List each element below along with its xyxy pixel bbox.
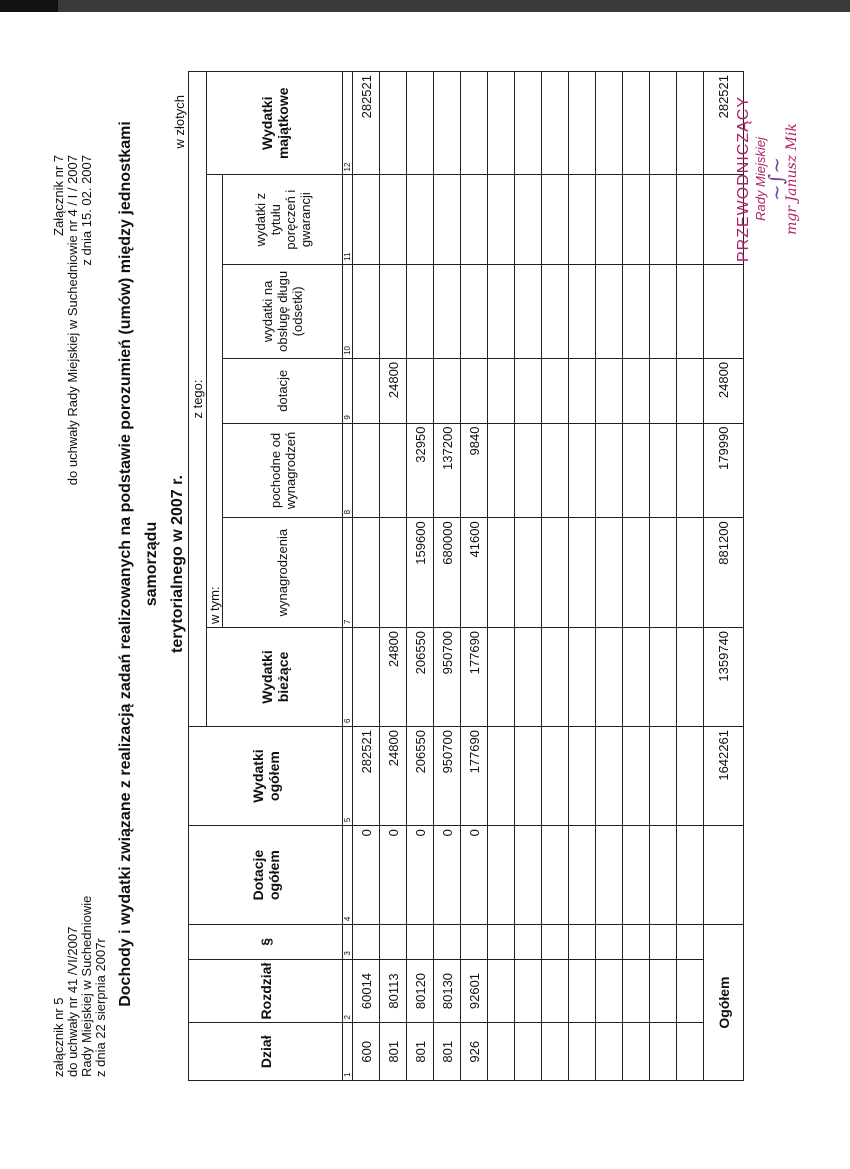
table-cell bbox=[677, 959, 704, 1023]
table-cell bbox=[677, 925, 704, 960]
header-dotacje: dotacje bbox=[223, 358, 343, 423]
table-cell: 801 bbox=[380, 1023, 407, 1081]
total-cell bbox=[704, 826, 744, 925]
budget-table bbox=[188, 71, 744, 1081]
table-cell bbox=[461, 358, 488, 423]
table-cell bbox=[461, 264, 488, 358]
table-cell bbox=[677, 72, 704, 175]
table-cell bbox=[623, 826, 650, 925]
table-cell: 32950 bbox=[407, 423, 434, 518]
header-pochodne: pochodne od wynagrodzeń bbox=[223, 423, 343, 518]
table-cell bbox=[488, 959, 515, 1023]
table-cell bbox=[353, 627, 380, 726]
table-cell bbox=[596, 826, 623, 925]
chairman-stamp bbox=[735, 69, 800, 289]
table-cell bbox=[650, 423, 677, 518]
table-cell: 24800 bbox=[380, 727, 407, 826]
table-cell bbox=[515, 423, 542, 518]
table-row bbox=[353, 72, 380, 1081]
table-cell bbox=[596, 423, 623, 518]
table-cell bbox=[353, 518, 380, 628]
table-cell: 680000 bbox=[434, 518, 461, 628]
total-cell: 24800 bbox=[704, 358, 744, 423]
table-cell: 80120 bbox=[407, 959, 434, 1023]
table-cell bbox=[569, 423, 596, 518]
header-wynagrodzenia: wynagrodzenia bbox=[223, 518, 343, 628]
table-cell bbox=[488, 1023, 515, 1081]
table-cell bbox=[407, 358, 434, 423]
table-cell: 206550 bbox=[407, 627, 434, 726]
table-cell bbox=[542, 925, 569, 960]
table-cell bbox=[353, 264, 380, 358]
table-cell: 600 bbox=[353, 1023, 380, 1081]
table-cell bbox=[623, 727, 650, 826]
table-cell bbox=[353, 925, 380, 960]
table-cell: 206550 bbox=[407, 727, 434, 826]
table-cell bbox=[623, 1023, 650, 1081]
table-cell: 801 bbox=[407, 1023, 434, 1081]
table-cell bbox=[515, 72, 542, 175]
table-cell bbox=[407, 264, 434, 358]
table-cell bbox=[596, 518, 623, 628]
table-cell bbox=[650, 959, 677, 1023]
col-number: 3 bbox=[343, 925, 353, 960]
table-cell bbox=[623, 72, 650, 175]
table-cell bbox=[596, 358, 623, 423]
table-cell: 177690 bbox=[461, 727, 488, 826]
table-cell bbox=[488, 175, 515, 264]
header-right bbox=[52, 155, 94, 485]
header-paragraf: § bbox=[189, 925, 343, 960]
table-cell bbox=[677, 727, 704, 826]
col-number: 12 bbox=[343, 72, 353, 175]
header-wydatki-majatkowe: Wydatki majątkowe bbox=[207, 72, 343, 175]
table-cell bbox=[542, 72, 569, 175]
col-number: 8 bbox=[343, 423, 353, 518]
table-cell bbox=[569, 959, 596, 1023]
table-cell: 177690 bbox=[461, 627, 488, 726]
table-row bbox=[542, 72, 569, 1081]
col-number: 11 bbox=[343, 175, 353, 264]
header-left-line4: z dnia 22 sierpnia 2007r bbox=[93, 938, 108, 1077]
col-number: 6 bbox=[343, 627, 353, 726]
total-cell: 881200 bbox=[704, 518, 744, 628]
table-cell bbox=[461, 925, 488, 960]
total-cell: 282521 bbox=[704, 72, 744, 175]
table-cell: 926 bbox=[461, 1023, 488, 1081]
table-cell bbox=[542, 175, 569, 264]
header-right-line2: do uchwały Rady Miejskiej w Suchedniowie nr 4 / I / 2007 bbox=[65, 155, 80, 486]
signature-mark: ~∫~ bbox=[764, 157, 788, 201]
table-cell bbox=[515, 1023, 542, 1081]
header-rozdzial: Rozdział bbox=[189, 959, 343, 1023]
table-cell bbox=[434, 264, 461, 358]
table-cell: 950700 bbox=[434, 627, 461, 726]
header-w-tym: w tym: bbox=[207, 175, 223, 627]
table-cell bbox=[407, 175, 434, 264]
table-cell bbox=[650, 627, 677, 726]
table-row bbox=[569, 72, 596, 1081]
table-cell bbox=[650, 72, 677, 175]
table-cell bbox=[623, 959, 650, 1023]
table-row bbox=[623, 72, 650, 1081]
table-cell: 80130 bbox=[434, 959, 461, 1023]
table-cell bbox=[488, 264, 515, 358]
table-cell bbox=[434, 175, 461, 264]
table-cell bbox=[623, 175, 650, 264]
table-cell bbox=[353, 175, 380, 264]
table-cell bbox=[488, 627, 515, 726]
table-cell bbox=[542, 358, 569, 423]
table-cell: 0 bbox=[380, 826, 407, 925]
table-cell bbox=[434, 925, 461, 960]
title-line2: terytorialnego w 2007 r. bbox=[169, 475, 186, 653]
table-cell bbox=[623, 358, 650, 423]
table-cell: 41600 bbox=[461, 518, 488, 628]
total-label: Ogółem bbox=[704, 925, 744, 1081]
table-row bbox=[677, 72, 704, 1081]
table-cell bbox=[623, 925, 650, 960]
table-cell bbox=[380, 72, 407, 175]
table-cell bbox=[542, 727, 569, 826]
stamp-line2: Rady Miejskiej bbox=[753, 137, 768, 221]
header-left-line1: załącznik nr 5 bbox=[51, 997, 66, 1077]
table-cell bbox=[380, 925, 407, 960]
table-cell: 801 bbox=[434, 1023, 461, 1081]
table-cell: 0 bbox=[434, 826, 461, 925]
table-cell bbox=[515, 826, 542, 925]
table-cell: 9840 bbox=[461, 423, 488, 518]
table-cell: 159600 bbox=[407, 518, 434, 628]
table-cell bbox=[569, 925, 596, 960]
table-cell: 282521 bbox=[353, 72, 380, 175]
table-cell bbox=[596, 925, 623, 960]
table-cell bbox=[569, 72, 596, 175]
table-cell bbox=[596, 72, 623, 175]
table-cell bbox=[650, 175, 677, 264]
table-cell bbox=[488, 358, 515, 423]
table-cell bbox=[650, 518, 677, 628]
total-cell: 1642261 bbox=[704, 727, 744, 826]
table-cell bbox=[380, 264, 407, 358]
table-cell bbox=[515, 518, 542, 628]
table-cell bbox=[650, 1023, 677, 1081]
table-cell bbox=[569, 358, 596, 423]
header-left-line2: do uchwały nr 41 /VI/2007 bbox=[65, 926, 80, 1077]
table-cell bbox=[542, 627, 569, 726]
table-cell bbox=[677, 627, 704, 726]
column-number-row bbox=[343, 72, 353, 1081]
table-cell bbox=[434, 358, 461, 423]
table-cell bbox=[650, 925, 677, 960]
table-cell bbox=[569, 727, 596, 826]
table-row bbox=[596, 72, 623, 1081]
table-cell bbox=[569, 627, 596, 726]
table-cell bbox=[623, 518, 650, 628]
table-cell bbox=[542, 1023, 569, 1081]
table-cell bbox=[461, 175, 488, 264]
table-row bbox=[461, 72, 488, 1081]
table-cell bbox=[488, 518, 515, 628]
header-wydatki-ogolem: Wydatki ogółem bbox=[189, 727, 343, 826]
table-cell bbox=[650, 727, 677, 826]
header-z-tego: z tego: bbox=[189, 72, 207, 727]
header-dzial: Dział bbox=[189, 1023, 343, 1081]
table-cell bbox=[677, 826, 704, 925]
table-cell bbox=[515, 264, 542, 358]
table-cell: 60014 bbox=[353, 959, 380, 1023]
col-number: 5 bbox=[343, 727, 353, 826]
table-cell: 0 bbox=[461, 826, 488, 925]
col-number: 2 bbox=[343, 959, 353, 1023]
table-cell bbox=[488, 925, 515, 960]
table-cell bbox=[650, 264, 677, 358]
table-cell bbox=[677, 518, 704, 628]
header-wydatki-biezace: Wydatki bieżące bbox=[207, 627, 343, 726]
table-cell: 282521 bbox=[353, 727, 380, 826]
table-cell bbox=[515, 959, 542, 1023]
total-cell: 1359740 bbox=[704, 627, 744, 726]
table-cell bbox=[488, 826, 515, 925]
table-body bbox=[353, 72, 704, 1081]
table-cell bbox=[677, 175, 704, 264]
table-cell bbox=[515, 358, 542, 423]
table-cell bbox=[596, 959, 623, 1023]
table-cell bbox=[677, 423, 704, 518]
table-cell: 0 bbox=[353, 826, 380, 925]
table-cell: 24800 bbox=[380, 358, 407, 423]
header-dotacje-ogolem: Dotacje ogółem bbox=[189, 826, 343, 925]
table-cell bbox=[569, 264, 596, 358]
col-number: 7 bbox=[343, 518, 353, 628]
table-cell bbox=[407, 925, 434, 960]
header-obsluga-dlugu: wydatki na obsługę długu (odsetki) bbox=[223, 264, 343, 358]
header-poreczenia: wydatki z tytułu poręczeń i gwarancji bbox=[223, 175, 343, 264]
table-cell bbox=[677, 358, 704, 423]
table-cell bbox=[380, 175, 407, 264]
table-cell bbox=[380, 423, 407, 518]
table-cell bbox=[569, 1023, 596, 1081]
stamp-line3: mgr Janusz Mik bbox=[784, 123, 800, 235]
table-row bbox=[434, 72, 461, 1081]
table-cell bbox=[515, 175, 542, 264]
header-left bbox=[52, 896, 108, 1077]
table-cell bbox=[515, 925, 542, 960]
col-number: 10 bbox=[343, 264, 353, 358]
table-row bbox=[488, 72, 515, 1081]
table-cell bbox=[596, 1023, 623, 1081]
table-cell bbox=[569, 826, 596, 925]
table-cell bbox=[542, 423, 569, 518]
table-row bbox=[515, 72, 542, 1081]
table-cell bbox=[542, 959, 569, 1023]
total-cell: 179990 bbox=[704, 423, 744, 518]
table-cell: 92601 bbox=[461, 959, 488, 1023]
col-number: 1 bbox=[343, 1023, 353, 1081]
table-cell bbox=[650, 826, 677, 925]
header-right-line1: Załącznik nr 7 bbox=[51, 155, 66, 236]
table-cell bbox=[380, 518, 407, 628]
col-number: 9 bbox=[343, 358, 353, 423]
table-cell: 950700 bbox=[434, 727, 461, 826]
table-cell bbox=[596, 175, 623, 264]
table-cell bbox=[434, 72, 461, 175]
table-cell bbox=[650, 358, 677, 423]
document-title bbox=[113, 89, 191, 1039]
unit-label: w złotych bbox=[172, 95, 187, 149]
table-cell: 80113 bbox=[380, 959, 407, 1023]
table-cell bbox=[488, 727, 515, 826]
table-cell bbox=[569, 518, 596, 628]
table-cell: 0 bbox=[407, 826, 434, 925]
table-cell bbox=[461, 72, 488, 175]
table-cell bbox=[677, 264, 704, 358]
table-cell bbox=[569, 175, 596, 264]
table-cell bbox=[596, 727, 623, 826]
table-cell bbox=[353, 358, 380, 423]
table-cell bbox=[623, 423, 650, 518]
table-cell bbox=[596, 264, 623, 358]
table-cell: 137200 bbox=[434, 423, 461, 518]
table-cell bbox=[488, 72, 515, 175]
table-row bbox=[650, 72, 677, 1081]
table-cell bbox=[353, 423, 380, 518]
header-right-line3: z dnia 15. 02. 2007 bbox=[79, 155, 94, 266]
table-cell bbox=[623, 264, 650, 358]
table-cell bbox=[542, 518, 569, 628]
table-cell bbox=[515, 627, 542, 726]
table-cell: 24800 bbox=[380, 627, 407, 726]
table-cell bbox=[596, 627, 623, 726]
stamp-line1: PRZEWODNICZĄCY bbox=[735, 96, 752, 262]
table-cell bbox=[677, 1023, 704, 1081]
table-row bbox=[407, 72, 434, 1081]
table-row bbox=[380, 72, 407, 1081]
col-number: 4 bbox=[343, 826, 353, 925]
header-left-line3: Rady Miejskiej w Suchedniowie bbox=[79, 895, 94, 1077]
table-cell bbox=[623, 627, 650, 726]
table-cell bbox=[542, 264, 569, 358]
table-cell bbox=[488, 423, 515, 518]
title-line1: Dochody i wydatki związane z realizacją zadań realizowanych na podstawie porozumień (umów) między jednostkami samorządu bbox=[117, 121, 160, 1007]
table-cell bbox=[542, 826, 569, 925]
table-cell bbox=[407, 72, 434, 175]
table-cell bbox=[515, 727, 542, 826]
